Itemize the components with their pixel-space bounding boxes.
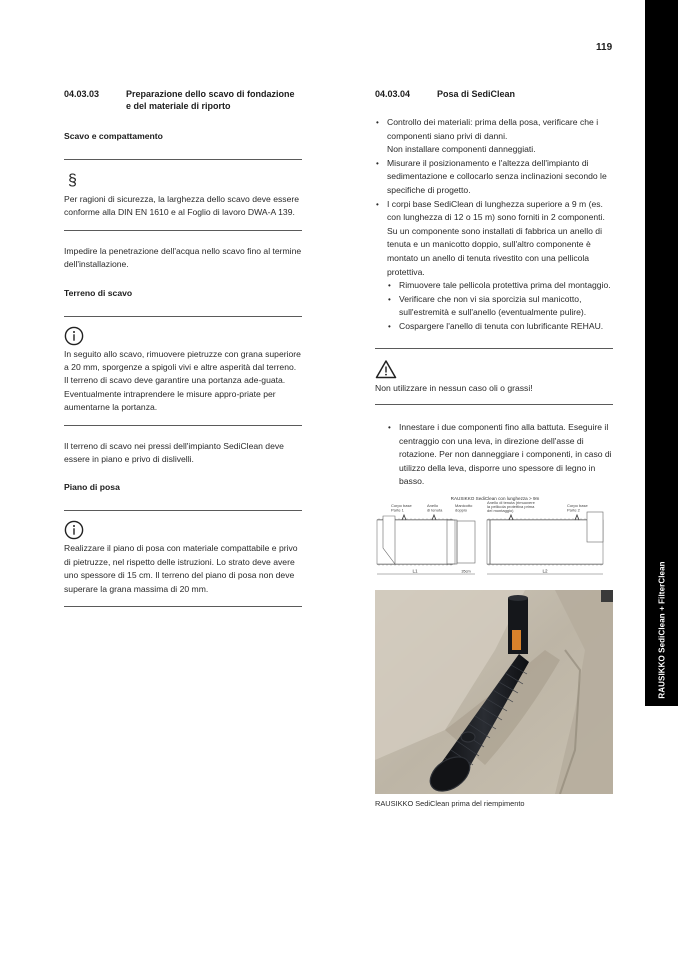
sub-list-item: • Verificare che non vi sia sporcizia sul manicotto, sull'estremità e sull'anello (eventualmente pulire). bbox=[399, 293, 613, 320]
section-title-line-1: Preparazione dello scavo di fondazione bbox=[126, 89, 295, 99]
divider bbox=[64, 425, 302, 426]
sub-list-item: • Cospargere l'anello di tenuta con lubrificante REHAU. bbox=[399, 320, 613, 334]
svg-text:la pellicola protettiva prima: la pellicola protettiva prima bbox=[487, 503, 535, 509]
svg-text:di tenuta: di tenuta bbox=[427, 507, 443, 513]
divider bbox=[64, 230, 302, 231]
list-item: • Controllo dei materiali: prima della posa, verificare che i componenti siano privi di danni. Non installare componenti danneggiati. bbox=[387, 116, 613, 157]
notice-text: Il terreno di scavo deve garantire una portanza ade-guata. Eventualmente intraprendere le misure appro-priate per aumentarne la portanza. bbox=[64, 375, 286, 413]
photo-caption: RAUSIKKO SediClean prima del riempimento bbox=[375, 798, 525, 808]
divider bbox=[64, 606, 302, 607]
divider bbox=[375, 348, 613, 349]
sub-list-item: • Rimuovere tale pellicola protettiva prima del montaggio. bbox=[399, 279, 613, 293]
paragraph: Impedire la penetrazione dell'acqua nello scavo fino al termine dell'installazione. bbox=[64, 245, 302, 270]
notice-text: In seguito allo scavo, rimuovere pietruzze con grana superiore a 20 mm, sporgenze a spigoli vivi e altre asperità dal terreno. bbox=[64, 348, 301, 373]
installation-diagram bbox=[375, 494, 615, 582]
svg-text:Corpo base: Corpo base bbox=[391, 502, 412, 508]
installation-photo bbox=[375, 590, 613, 794]
divider bbox=[64, 510, 302, 511]
svg-text:Manicotto: Manicotto bbox=[455, 502, 473, 508]
notice-text: Per ragioni di sicurezza, la larghezza dello scavo deve essere conforme alla DIN EN 1610 e al Foglio di lavoro DWA-A 139. bbox=[64, 194, 300, 218]
section-heading-04-03-03 bbox=[64, 88, 302, 112]
warning-text: Non utilizzare in nessun caso oli o grassi! bbox=[375, 382, 533, 393]
pipe-in-trench-photo bbox=[375, 590, 613, 794]
left-column bbox=[64, 88, 302, 607]
right-column bbox=[375, 88, 613, 809]
bullet-list-2 bbox=[375, 421, 613, 489]
subheading-scavo: Scavo e compattamento bbox=[64, 131, 163, 141]
svg-text:L1: L1 bbox=[412, 568, 418, 574]
svg-text:doppio: doppio bbox=[455, 507, 468, 513]
paragraph: Il terreno di scavo nei pressi dell'impianto SediClean deve essere in piano e privo di dislivelli. bbox=[64, 440, 284, 465]
list-item: • I corpi base SediClean di lunghezza superiore a 9 m (es. con lunghezza di 12 o 15 m) sono forniti in 2 componenti. Su un componente sono installati di fabbrica un anello di tenuta e un manicotto doppio, sull'altro componente è montato un anello di tenuta rivestito con una pellicola protettiva. • Rimuovere tale pellicola protettiva prima del montaggio. • Verificare che non vi sia sporcizia sul manicotto, sull'estremità e sull'anello (eventualmente pulire). • Cospargere l'anello di tenuta con lubrificante REHAU. bbox=[387, 198, 613, 334]
divider bbox=[64, 316, 302, 317]
section-number: 04.03.03 bbox=[64, 89, 100, 99]
svg-text:RAUSIKKO SediClean con lunghez: RAUSIKKO SediClean con lunghezza > 9m bbox=[450, 495, 540, 501]
warning-icon bbox=[375, 359, 397, 379]
chapter-side-tab-label: RAUSIKKO SediClean + FilterClean bbox=[657, 561, 666, 699]
sub-bullet-list bbox=[387, 279, 613, 333]
section-title-line-2: e del materiale di riporto bbox=[126, 101, 231, 111]
info-icon bbox=[64, 520, 84, 540]
pipe-joint-diagram bbox=[375, 494, 615, 582]
svg-text:L2: L2 bbox=[542, 568, 548, 574]
divider bbox=[64, 159, 302, 160]
section-heading-04-03-04 bbox=[375, 88, 613, 100]
list-item: • Innestare i due componenti fino alla battuta. Eseguire il centraggio con una leva, in direzione dell'asse di rotazione. Per non danneggiare i componenti, in caso di utilizzo della leva, disporre uno spessore di legno in basso. bbox=[399, 421, 613, 489]
svg-text:Anello: Anello bbox=[427, 502, 439, 508]
section-number: 04.03.04 bbox=[375, 89, 411, 99]
info-icon bbox=[64, 326, 84, 346]
bullet-list bbox=[375, 116, 613, 334]
section-title bbox=[126, 88, 302, 112]
divider bbox=[375, 404, 613, 405]
svg-text:Corpo base: Corpo base bbox=[567, 502, 588, 508]
chapter-side-tab bbox=[645, 0, 678, 706]
svg-text:del montaggio): del montaggio) bbox=[487, 507, 514, 513]
svg-text:Parte 1: Parte 1 bbox=[391, 507, 404, 513]
subheading-terreno: Terreno di scavo bbox=[64, 287, 133, 298]
notice-text: Realizzare il piano di posa con materiale compattabile e privo di pietruzze, nel rispetto delle istruzioni. Lo strato deve avere uno spessore di 15 cm. Il terreno del piano di posa non deve superare la grana massima di 20 mm. bbox=[64, 543, 298, 594]
subheading-piano-di-posa: Piano di posa bbox=[64, 482, 120, 493]
section-title: Posa di SediClean bbox=[437, 89, 516, 99]
svg-text:Anello di tenuta (rimuovere: Anello di tenuta (rimuovere bbox=[487, 499, 535, 505]
list-item: • Misurare il posizionamento e l'altezza dell'impianto di sedimentazione e collocarlo senza inclinazioni secondo le specifiche di progetto. bbox=[387, 157, 613, 198]
page-number: 119 bbox=[596, 42, 613, 53]
svg-text:35cm: 35cm bbox=[461, 569, 471, 574]
svg-text:Parte 2: Parte 2 bbox=[567, 507, 580, 513]
paragraph-icon: § bbox=[68, 172, 77, 189]
